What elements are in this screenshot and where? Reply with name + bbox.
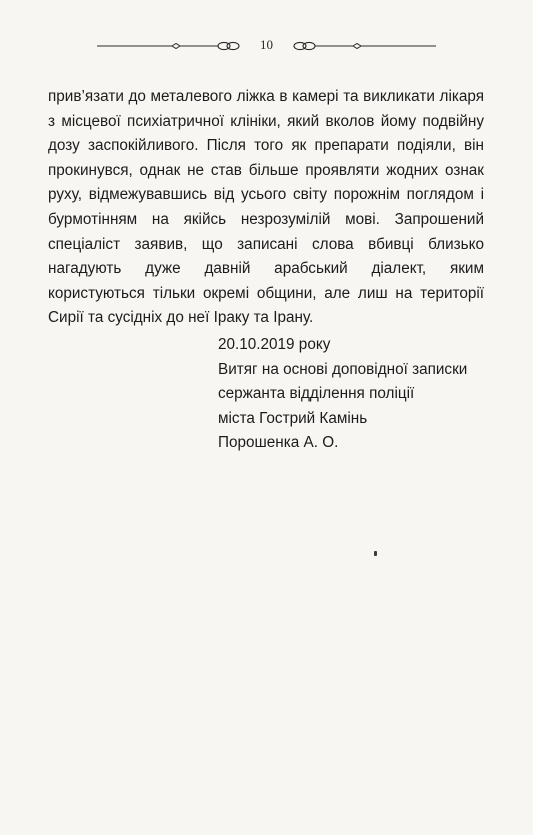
signature-line-2: сержанта відділення поліції: [218, 385, 415, 403]
print-speck: [374, 551, 377, 556]
signature-date: 20.10.2019 року: [218, 336, 331, 353]
page-header-ornament: [0, 34, 533, 58]
paragraph-text: прив’язати до металевого ліжка в камері та викликати лікаря з місцевої психіатричної клініки, який вколов йому подвійну дозу заспокійливого. Після того як препарати подіяли, він прокинувся, однак не став більше проявляти жодних ознак руху, відмежувавшись від усього світу порожнім поглядом і бурмотінням на якійсь незрозумілій мові. Запрошений спеціаліст заявив, що записані слова вбивці близько нагадують дуже давній арабський діалект, яким користуються тільки окремі общини, але лиш на території Сирії та сусідніх до неї Іраку та Ірану.: [48, 88, 484, 327]
signature-line-3: міста Гострий Камінь: [218, 409, 368, 427]
body-paragraph: [48, 85, 484, 331]
signature-line-1: Витяг на основі доповідної записки: [218, 360, 468, 378]
page-number: 10: [260, 37, 273, 52]
signature-block: [218, 333, 508, 456]
signature-line-4: Порошенка А. О.: [218, 434, 339, 452]
